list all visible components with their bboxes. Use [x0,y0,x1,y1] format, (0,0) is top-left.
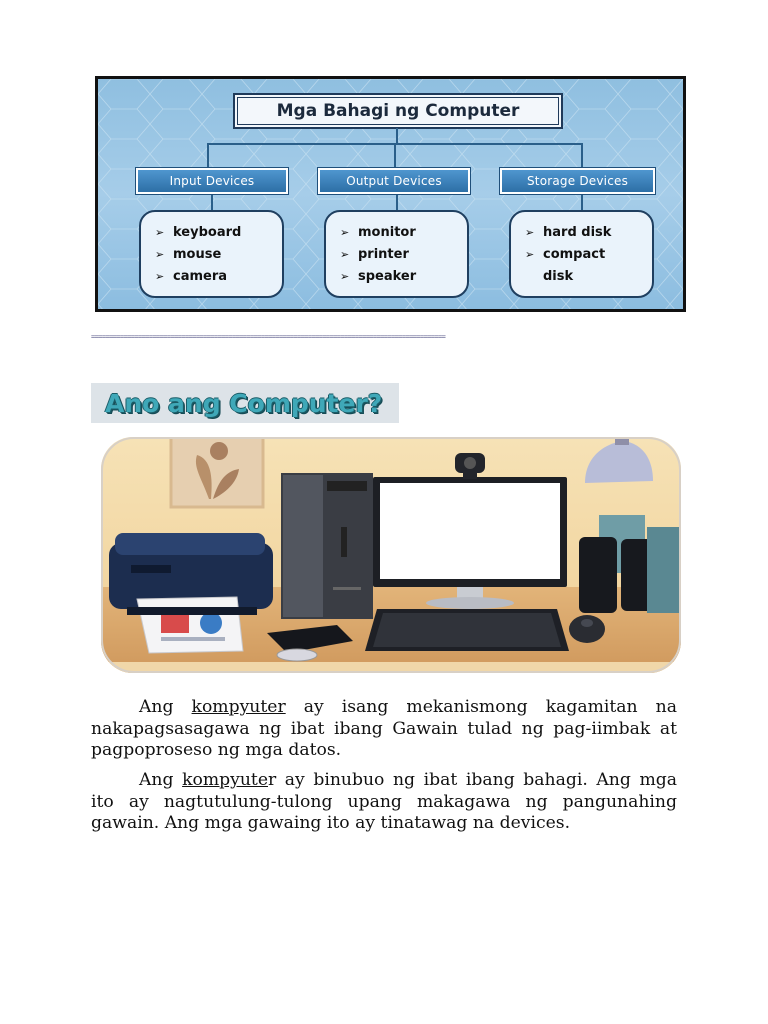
connector-line [211,193,213,211]
connector-line [581,143,583,169]
category-storage-devices: Storage Devices [500,168,655,194]
list-item: ➢ keyboard [155,222,282,244]
term-kompyuter: kompyute [182,770,268,790]
section-heading: Ano ang Computer? [91,383,399,423]
mouse-icon [569,615,605,643]
arrow-bullet-icon: ➢ [525,248,535,261]
connector-line [207,143,209,169]
arrow-bullet-icon: ➢ [155,226,165,239]
category-input-devices: Input Devices [136,168,288,194]
arrow-bullet-icon: ➢ [340,270,350,283]
paragraph-parts: Ang kompyuter ay binubuo ng ibat ibang bahagi. Ang mga ito ay nagtutulung-tulong upang makagawa ng pangunahing gawain. Ang mga gawaing ito ay tinatawag na devices. [91,770,678,833]
divider-line: ================================================================================================== [91,333,446,341]
output-devices-list [324,210,469,298]
connector-line [394,143,396,169]
storage-devices-list [509,210,654,298]
list-item: disk [543,269,574,284]
arrow-bullet-icon: ➢ [155,270,165,283]
connector-line [396,193,398,211]
list-item: ➢ monitor [340,222,467,244]
cpu-tower-icon [281,473,373,619]
wall-frame-icon [171,437,263,507]
input-devices-list [139,210,284,298]
arrow-bullet-icon: ➢ [155,248,165,261]
list-item: ➢ hard disk [525,222,652,244]
keyboard-icon [365,609,569,651]
arrow-bullet-icon: ➢ [340,248,350,261]
paragraph-definition: Ang kompyuter ay isang mekanismong kagamitan na nakapagsasagawa ng ibat ibang Gawain tulad ng pag-iimbak at pagpoproseso ng mga datos. [91,697,677,760]
list-item: ➢ mouse [155,244,282,266]
computer-parts-diagram [95,76,686,312]
arrow-bullet-icon: ➢ [525,226,535,239]
connector-line [396,128,398,144]
diagram-title: Mga Bahagi ng Computer [233,93,563,129]
computer-setup-illustration [101,437,681,673]
arrow-bullet-icon: ➢ [340,226,350,239]
list-item: ➢ printer [340,244,467,266]
category-output-devices: Output Devices [318,168,470,194]
list-item: ➢ compact [525,244,652,266]
term-kompyuter: kompyuter [191,697,286,717]
connector-line [581,193,583,211]
list-item: ➢ camera [155,266,282,288]
list-item: ➢ speaker [340,266,467,288]
